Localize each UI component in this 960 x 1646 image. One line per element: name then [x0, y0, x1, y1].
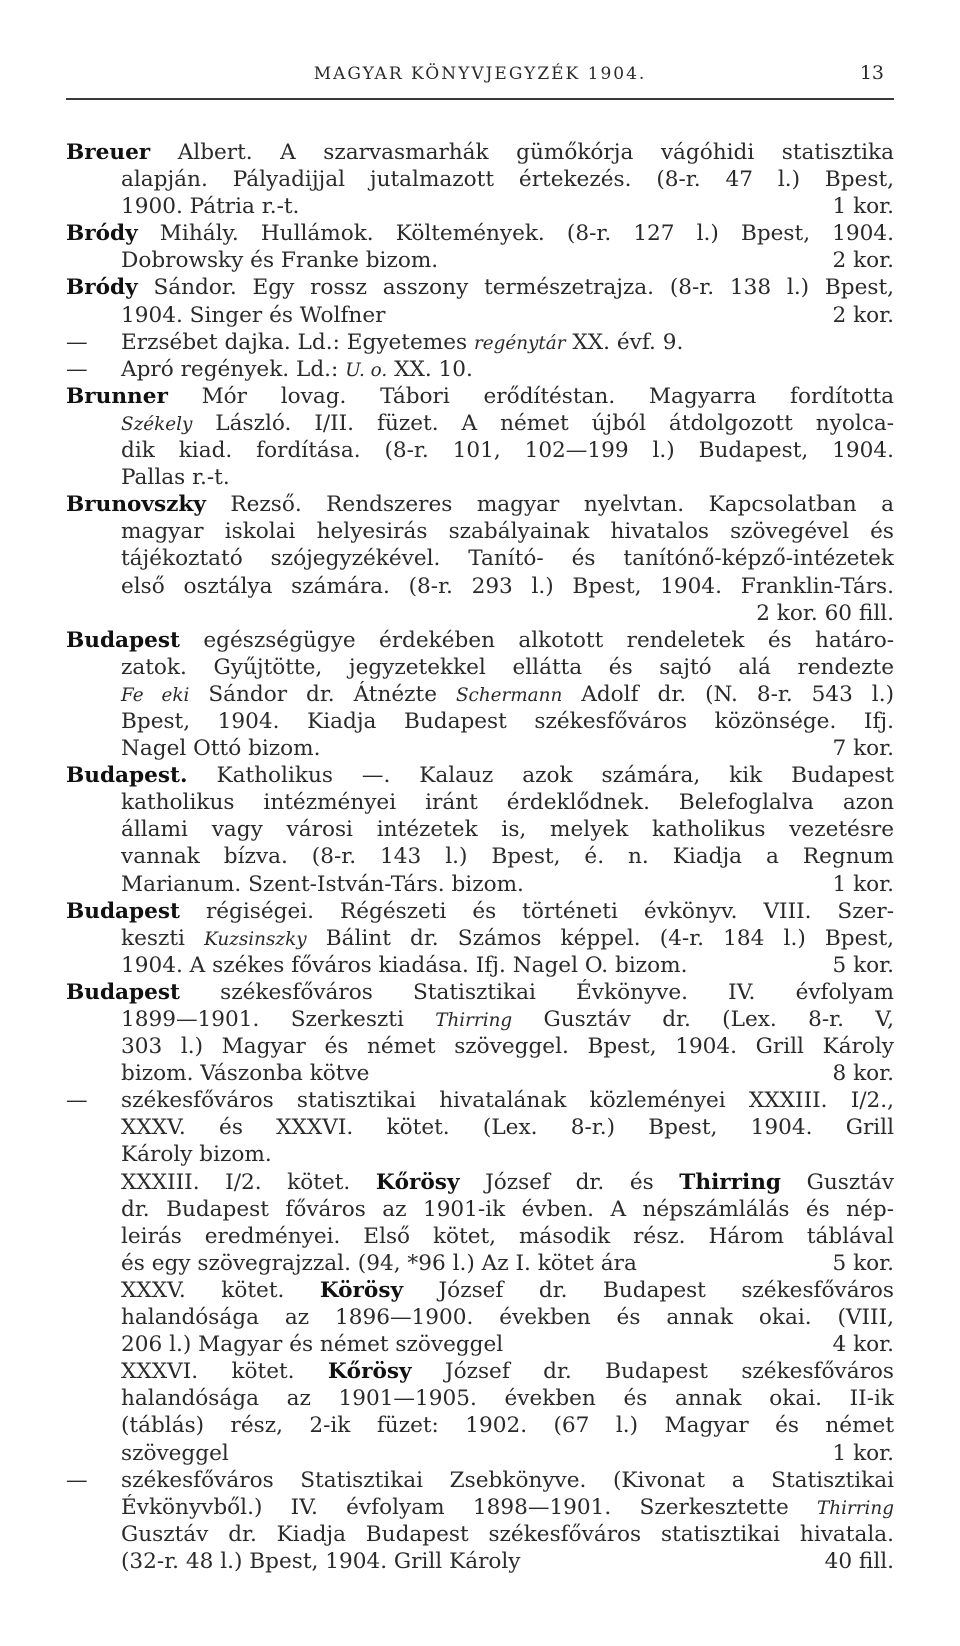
catalog-line [66, 1358, 894, 1385]
catalog-line [66, 1521, 894, 1548]
text-run: (32-r. 48 l.) Bpest, 1904. Grill Károly [121, 1548, 521, 1574]
line-text [121, 735, 321, 762]
price: 4 kor. [832, 1332, 894, 1358]
line-text [121, 871, 524, 898]
author-name: Kőrösy [327, 1359, 412, 1385]
catalog-line [66, 1196, 894, 1223]
page-number: 13 [859, 62, 884, 84]
text-run: Gusztáv dr. (Lex. 8-r. V, [512, 1007, 894, 1032]
text-run: Sándor. Egy rossz asszony természetrajza. (8-r. 138 l.) Bpest, [137, 275, 894, 301]
text-run: László. I/II. füzet. A német újból átdolgozott nyolca- [192, 410, 894, 436]
author-name: Budapest [66, 979, 181, 1005]
line-text [121, 1467, 894, 1494]
text-run: magyar iskolai helyesirás szabályainak hivatalos szövegével és [121, 519, 894, 545]
catalog-line [66, 1033, 894, 1060]
line-text [121, 952, 687, 979]
price: 2 kor. [832, 248, 894, 274]
price: 1 kor. [832, 194, 894, 220]
catalog-line [66, 464, 894, 491]
catalog-line [66, 735, 894, 762]
catalog-line [66, 1223, 894, 1250]
catalog-line [66, 1331, 894, 1358]
text-run: első osztálya számára. (8-r. 293 l.) Bpest, 1904. Franklin-Társ. [121, 573, 894, 599]
author-name: Budapest. [66, 763, 188, 789]
text-run: XXXVI. kötet. [121, 1359, 328, 1385]
italic-name: Kuzsinszky [204, 928, 307, 950]
line-text [121, 302, 385, 329]
ditto-dash: — [66, 329, 88, 355]
text-run: XX. 10. [387, 356, 473, 382]
line-text [66, 274, 894, 301]
text-run: 206 l.) Magyar és német szöveggel [121, 1332, 504, 1358]
text-run: Gusztáv [781, 1169, 894, 1195]
line-text [121, 1304, 894, 1331]
text-run: Rezső. Rendszeres magyar nyelvtan. Kapcsolatban a [205, 492, 894, 518]
catalog-line [66, 247, 894, 274]
catalog-line [66, 1169, 894, 1196]
line-text [66, 383, 894, 410]
text-run: XXXIII. I/2. kötet. [121, 1169, 376, 1195]
text-run: 1900. Pátria r.-t. [121, 194, 300, 220]
author-name: Bródy [66, 221, 138, 247]
text-run: Albert. A szarvasmarhák gümőkórja vágóhidi statisztika [150, 140, 894, 165]
line-text [121, 356, 473, 383]
text-run: régiségei. Régészeti és történeti évkönyv. VIII. Szer- [180, 898, 894, 924]
text-run: József dr. és [459, 1169, 680, 1195]
line-text [121, 193, 299, 220]
catalog-line [66, 1548, 894, 1575]
line-text [121, 1494, 894, 1521]
line-text [121, 1087, 894, 1114]
line-text [121, 1440, 229, 1467]
price: 7 kor. [832, 736, 894, 762]
line-text [66, 627, 894, 654]
page-header [66, 58, 894, 100]
price: 40 fill. [824, 1548, 894, 1574]
catalog-line [66, 302, 894, 329]
text-run: XXXV. kötet. [121, 1277, 320, 1303]
line-text [121, 518, 894, 545]
text-run: halandósága az 1896—1900. években és annak okai. (VIII, [121, 1305, 894, 1331]
catalog-entries [66, 139, 894, 1575]
line-text [121, 1250, 637, 1277]
text-run: bizom. Vászonba kötve [121, 1061, 370, 1087]
catalog-line [66, 1277, 894, 1304]
catalog-line [66, 816, 894, 843]
catalog-line [66, 654, 894, 681]
line-text [121, 573, 894, 600]
price: 5 kor. [832, 952, 894, 978]
running-title: MAGYAR KÖNYVJEGYZÉK 1904. [313, 64, 647, 84]
catalog-line [66, 789, 894, 816]
catalog-line [66, 518, 894, 545]
catalog-line [66, 1006, 894, 1033]
text-run: tájékoztató szójegyzékével. Tanító- és tanítónő-képző-intézetek [121, 546, 894, 572]
italic-name: Thirring [435, 1010, 513, 1031]
catalog-line [66, 871, 894, 898]
line-text [66, 762, 894, 789]
catalog-line [66, 1060, 894, 1087]
text-run: Sándor dr. Átnézte [189, 681, 456, 707]
text-run: és egy szövegrajzzal. (94, *96 l.) Az I. kötet ára [121, 1250, 637, 1276]
text-run: katholikus intézményei iránt érdeklődnek. Belefoglalva azon [121, 790, 894, 816]
line-text [66, 979, 894, 1006]
text-run: József dr. Budapest székesfőváros [411, 1359, 894, 1385]
ditto-dash: — [66, 356, 88, 382]
text-run: egészségügye érdekében alkotott rendeletek és határo- [180, 627, 894, 653]
catalog-line [66, 627, 894, 654]
catalog-line [66, 1467, 894, 1494]
text-run: Nagel Ottó bizom. [121, 736, 321, 762]
text-run: dik kiad. fordítása. (8-r. 101, 102—199 l.) Budapest, 1904. [121, 438, 894, 464]
text-run: zatok. Gyűjtötte, jegyzetekkel ellátta és sajtó alá rendezte [121, 654, 894, 680]
text-run: Bálint dr. Számos képpel. (4-r. 184 l.) Bpest, [306, 925, 894, 951]
line-text [121, 1169, 894, 1196]
catalog-line [66, 193, 894, 220]
line-text [121, 1521, 894, 1548]
catalog-line [66, 708, 894, 735]
line-text [121, 816, 894, 843]
line-text [121, 1385, 894, 1412]
text-run: leirás eredményei. Első kötet, második rész. Három táblával [121, 1223, 894, 1249]
price: 2 kor. [832, 302, 894, 328]
line-text [121, 329, 683, 356]
text-run: székesfőváros Statisztikai Évkönyve. IV. évfolyam [180, 979, 894, 1005]
line-text [121, 843, 894, 870]
catalog-line [66, 166, 894, 193]
line-text [121, 1114, 894, 1141]
line-text [121, 925, 894, 952]
line-text [121, 437, 894, 464]
text-run: XXXV. és XXXVI. kötet. (Lex. 8-r.) Bpest, 1904. Grill [121, 1115, 894, 1141]
author-name: Kőrösy [375, 1169, 460, 1195]
text-run: halandósága az 1901—1905. években és annak okai. II-ik [121, 1386, 894, 1412]
text-run: Évkönyvből.) IV. évfolyam 1898—1901. Szerkesztette [121, 1494, 818, 1520]
catalog-line [66, 491, 894, 518]
line-text [121, 247, 438, 274]
line-text [121, 1223, 894, 1250]
text-run: vannak bízva. (8-r. 143 l.) Bpest, é. n. Kiadja a Regnum [121, 844, 894, 870]
line-text [121, 1033, 894, 1060]
author-name: Thirring [679, 1169, 782, 1195]
text-run: keszti [121, 925, 205, 951]
catalog-line [66, 1385, 894, 1412]
catalog-line [66, 898, 894, 925]
text-run: Mihály. Hullámok. Költemények. (8-r. 127 l.) Bpest, 1904. [137, 221, 894, 247]
ditto-dash: — [66, 1467, 88, 1493]
ditto-dash: — [66, 1088, 88, 1114]
catalog-line [66, 1304, 894, 1331]
italic-name: Székely [121, 413, 193, 435]
catalog-line [66, 1250, 894, 1277]
italic-name: Schermann [455, 684, 563, 706]
catalog-line [66, 762, 894, 789]
author-name: Breuer [66, 140, 151, 165]
text-run: XX. évf. 9. [565, 329, 684, 355]
line-text [121, 1006, 894, 1033]
line-text [66, 220, 894, 247]
line-text [121, 1358, 894, 1385]
line-text [66, 898, 894, 925]
text-run: 1904. A székes főváros kiadása. Ifj. Nagel O. bizom. [121, 952, 688, 978]
text-run: Apró regények. Ld.: [121, 356, 346, 382]
line-text [121, 681, 894, 708]
text-run: dr. Budapest főváros az 1901-ik évben. A népszámlálás és nép- [121, 1196, 894, 1222]
text-run: állami vagy városi intézetek is, melyek katholikus vezetésre [121, 817, 894, 843]
catalog-line [66, 979, 894, 1006]
catalog-line [66, 383, 894, 410]
text-run: Bpest, 1904. Kiadja Budapest székesfőváros közönsége. Ifj. [121, 708, 894, 734]
text-run: Erzsébet dajka. Ld.: Egyetemes [121, 329, 474, 355]
italic-name: Fe eki [121, 684, 190, 706]
catalog-line [66, 1440, 894, 1467]
line-text [121, 1196, 894, 1223]
text-run: 303 l.) Magyar és német szöveggel. Bpest, 1904. Grill Károly [121, 1034, 894, 1060]
catalog-line [66, 1494, 894, 1521]
text-run: József dr. Budapest székesfőváros [403, 1277, 894, 1303]
catalog-line [66, 274, 894, 301]
line-text [121, 1060, 369, 1087]
catalog-line [66, 1114, 894, 1141]
catalog-line [66, 356, 894, 383]
text-run: Mór lovag. Tábori erődítéstan. Magyarra fordította [167, 383, 894, 409]
catalog-line [66, 220, 894, 247]
catalog-line [66, 545, 894, 572]
price: 8 kor. [832, 1061, 894, 1087]
line-text [121, 1277, 894, 1304]
italic-name: U. o. [345, 359, 388, 381]
catalog-line [66, 1412, 894, 1439]
price: 1 kor. [832, 1440, 894, 1466]
text-run: 1904. Singer és Wolfner [121, 302, 386, 328]
author-name: Budapest [66, 898, 181, 924]
text-run: Gusztáv dr. Kiadja Budapest székesfőváros statisztikai hivatala. [121, 1521, 894, 1547]
catalog-line [66, 952, 894, 979]
catalog-line [66, 329, 894, 356]
text-run: Károly bizom. [121, 1142, 272, 1168]
line-text [66, 491, 894, 518]
author-name: Brunner [66, 383, 168, 409]
catalog-line [66, 410, 894, 437]
author-name: Körösy [319, 1277, 404, 1303]
line-text [66, 139, 894, 166]
author-name: Budapest [66, 627, 181, 653]
catalog-line [66, 681, 894, 708]
price: 1 kor. [832, 871, 894, 897]
text-run: 1899—1901. Szerkeszti [121, 1007, 436, 1032]
author-name: Bródy [66, 275, 138, 301]
italic-name: Thirring [817, 1497, 894, 1519]
text-run: Adolf dr. (N. 8-r. 543 l.) [562, 681, 894, 707]
line-text [121, 654, 894, 681]
catalog-line [66, 1087, 894, 1114]
text-run: székesfőváros Statisztikai Zsebkönyve. (Kivonat a Statisztikai [121, 1467, 894, 1493]
price: 5 kor. [832, 1250, 894, 1276]
text-run: alapján. Pályadijjal jutalmazott értekezés. (8-r. 47 l.) Bpest, [121, 167, 894, 193]
line-text [121, 1548, 521, 1575]
catalog-line [66, 925, 894, 952]
line-text [121, 789, 894, 816]
line-text [121, 166, 894, 193]
italic-name: regénytár [473, 332, 566, 354]
catalog-line [66, 600, 894, 627]
text-run: szöveggel [121, 1440, 229, 1466]
author-name: Brunovszky [66, 492, 206, 518]
catalog-line [66, 437, 894, 464]
line-text [121, 1331, 503, 1358]
catalog-line [66, 573, 894, 600]
text-run: Pallas r.-t. [121, 465, 230, 491]
text-run: Katholikus —. Kalauz azok számára, kik Budapest [187, 763, 894, 789]
line-text [121, 1412, 894, 1439]
catalog-line [66, 139, 894, 166]
catalog-line [66, 843, 894, 870]
line-text [121, 410, 894, 437]
line-text [121, 1141, 272, 1168]
text-run: Dobrowsky és Franke bizom. [121, 248, 439, 274]
text-run: Marianum. Szent-István-Társ. bizom. [121, 871, 524, 897]
text-run: székesfőváros statisztikai hivatalának közleményei XXXIII. I/2., [121, 1088, 894, 1114]
line-text [121, 545, 894, 572]
line-text [121, 708, 894, 735]
text-run: (táblás) rész, 2-ik füzet: 1902. (67 l.) Magyar és német [121, 1413, 894, 1439]
price: 2 kor. 60 fill. [756, 600, 894, 626]
catalog-line [66, 1141, 894, 1168]
line-text [121, 464, 230, 491]
